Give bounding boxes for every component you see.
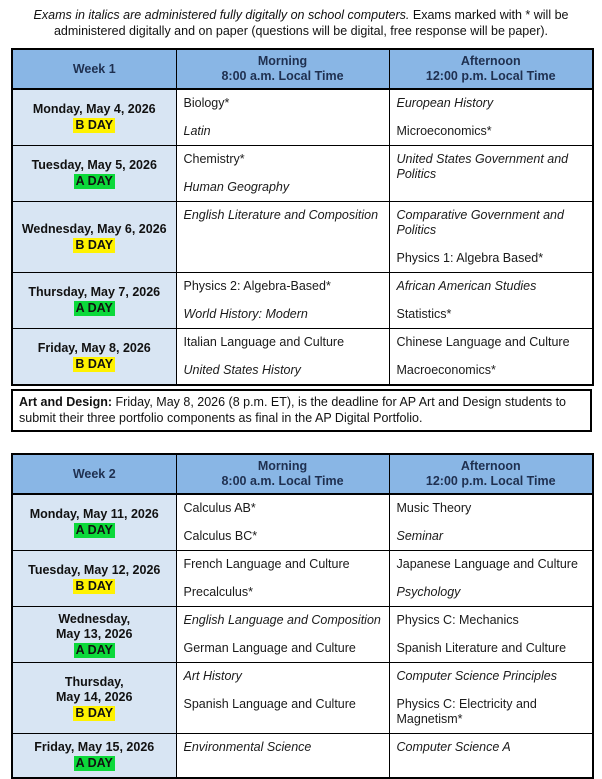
morning-cell <box>176 494 389 551</box>
exam-name: World History: Modern <box>183 307 308 321</box>
header-row <box>12 454 593 494</box>
day-badge: A DAY <box>75 642 113 657</box>
day-badge: B DAY <box>75 118 114 132</box>
schedule-row <box>12 146 593 202</box>
exam-name: Human Geography <box>183 180 290 194</box>
exam-name: Japanese Language and Culture <box>396 557 578 571</box>
schedule-row <box>12 273 593 329</box>
exam-name: African American Studies <box>396 279 537 293</box>
morning-cell <box>176 329 389 386</box>
exam-name: Chemistry* <box>183 152 245 166</box>
exam-name: Music Theory <box>396 501 472 515</box>
intro-italic-text: Exams in italics are administered fully digitally on school computers. <box>33 8 410 22</box>
afternoon-cell <box>389 607 593 663</box>
exam-name: Macroeconomics* <box>396 363 496 377</box>
exam-name: United States Government and Politics <box>396 152 569 181</box>
morning-cell <box>176 663 389 734</box>
schedule-row <box>12 607 593 663</box>
schedule-row <box>12 551 593 607</box>
afternoon-cell <box>389 734 593 778</box>
exam-name: Computer Science Principles <box>396 669 557 683</box>
day-badge: A DAY <box>75 523 113 537</box>
exam-name: Biology* <box>183 96 230 110</box>
week-label-header: Week 1 <box>12 49 176 89</box>
exam-name: French Language and Culture <box>183 557 350 571</box>
afternoon-cell <box>389 551 593 607</box>
date-cell: Monday, May 4, 2026 B DAY <box>12 89 176 146</box>
morning-cell <box>176 89 389 146</box>
morning-cell <box>176 273 389 329</box>
schedule-body <box>12 89 593 385</box>
note-bold-label: Art and Design: <box>19 395 113 409</box>
afternoon-cell <box>389 146 593 202</box>
intro-normal-text: Exams marked with * will be administered digitally and on paper (questions will be digital, free response will be paper). <box>53 8 569 38</box>
afternoon-cell <box>389 273 593 329</box>
schedule-body <box>12 494 593 778</box>
date-cell: Tuesday, May 5, 2026 A DAY <box>12 146 176 202</box>
afternoon-cell <box>389 329 593 386</box>
date-cell: Monday, May 11, 2026 A DAY <box>12 494 176 551</box>
intro-note <box>12 7 590 39</box>
exam-name: Physics C: Mechanics <box>396 613 519 627</box>
date-cell: Thursday, May 7, 2026 A DAY <box>12 273 176 329</box>
exam-name: Physics 1: Algebra Based* <box>396 251 544 265</box>
schedule-header-row <box>12 49 593 89</box>
exam-name: Art History <box>183 669 242 683</box>
week2-schedule-table <box>11 453 594 779</box>
note-text: Friday, May 8, 2026 (8 p.m. ET), is the deadline for AP Art and Design students to submit their three portfolio components as final in the AP Digital Portfolio. <box>19 395 566 425</box>
exam-name: English Literature and Composition <box>183 208 379 222</box>
morning-cell <box>176 202 389 273</box>
morning-cell <box>176 607 389 663</box>
afternoon-cell <box>389 663 593 734</box>
afternoon-header: Afternoon 12:00 p.m. Local Time <box>389 49 593 89</box>
date-cell: Friday, May 8, 2026 B DAY <box>12 329 176 386</box>
exam-name: Calculus AB* <box>183 501 256 515</box>
exam-name: Precalculus* <box>183 585 253 599</box>
header-row <box>12 49 593 89</box>
schedule-row <box>12 663 593 734</box>
morning-header: Morning 8:00 a.m. Local Time <box>176 454 389 494</box>
day-badge: A DAY <box>75 301 113 315</box>
spacer <box>0 432 602 453</box>
schedule-row <box>12 494 593 551</box>
afternoon-header: Afternoon 12:00 p.m. Local Time <box>389 454 593 494</box>
date-cell: Friday, May 15, 2026 A DAY <box>12 734 176 778</box>
date-cell: Wednesday, May 6, 2026 B DAY <box>12 202 176 273</box>
exam-name: Comparative Government and Politics <box>396 208 564 237</box>
date-cell: Wednesday, May 13, 2026 A DAY <box>12 607 176 663</box>
exam-name: Seminar <box>396 529 444 543</box>
exam-name: Calculus BC* <box>183 529 258 543</box>
afternoon-cell <box>389 89 593 146</box>
morning-cell <box>176 146 389 202</box>
exam-name: United States History <box>183 363 301 377</box>
week1-schedule-table <box>11 48 594 386</box>
morning-cell <box>176 734 389 778</box>
day-badge: A DAY <box>75 755 113 770</box>
day-badge: B DAY <box>75 579 114 593</box>
art-and-design-note <box>11 389 592 432</box>
exam-name: Computer Science A <box>396 740 511 754</box>
week-label-header: Week 2 <box>12 454 176 494</box>
exam-name: Environmental Science <box>183 740 312 754</box>
exam-name: Spanish Literature and Culture <box>396 641 567 655</box>
day-badge: B DAY <box>75 357 114 371</box>
exam-name: English Language and Composition <box>183 613 381 627</box>
schedule-header-row <box>12 454 593 494</box>
exam-name: Statistics* <box>396 307 452 321</box>
date-cell: Thursday, May 14, 2026 B DAY <box>12 663 176 734</box>
schedule-row <box>12 202 593 273</box>
schedule-row <box>12 329 593 386</box>
exam-name: European History <box>396 96 494 110</box>
exam-name: Italian Language and Culture <box>183 335 345 349</box>
exam-name: Physics C: Electricity and Magnetism* <box>396 697 537 726</box>
morning-cell <box>176 551 389 607</box>
exam-name: Chinese Language and Culture <box>396 335 570 349</box>
exam-name: Psychology <box>396 585 461 599</box>
exam-name: Spanish Language and Culture <box>183 697 356 711</box>
afternoon-cell <box>389 202 593 273</box>
afternoon-cell <box>389 494 593 551</box>
day-badge: B DAY <box>75 706 114 720</box>
day-badge: A DAY <box>75 174 113 188</box>
exam-name: Physics 2: Algebra-Based* <box>183 279 331 293</box>
schedule-row <box>12 89 593 146</box>
morning-header: Morning 8:00 a.m. Local Time <box>176 49 389 89</box>
exam-name: Microeconomics* <box>396 124 492 138</box>
day-badge: B DAY <box>75 237 114 252</box>
date-cell: Tuesday, May 12, 2026 B DAY <box>12 551 176 607</box>
exam-name: German Language and Culture <box>183 641 356 655</box>
schedule-row <box>12 734 593 778</box>
exam-name: Latin <box>183 124 211 138</box>
